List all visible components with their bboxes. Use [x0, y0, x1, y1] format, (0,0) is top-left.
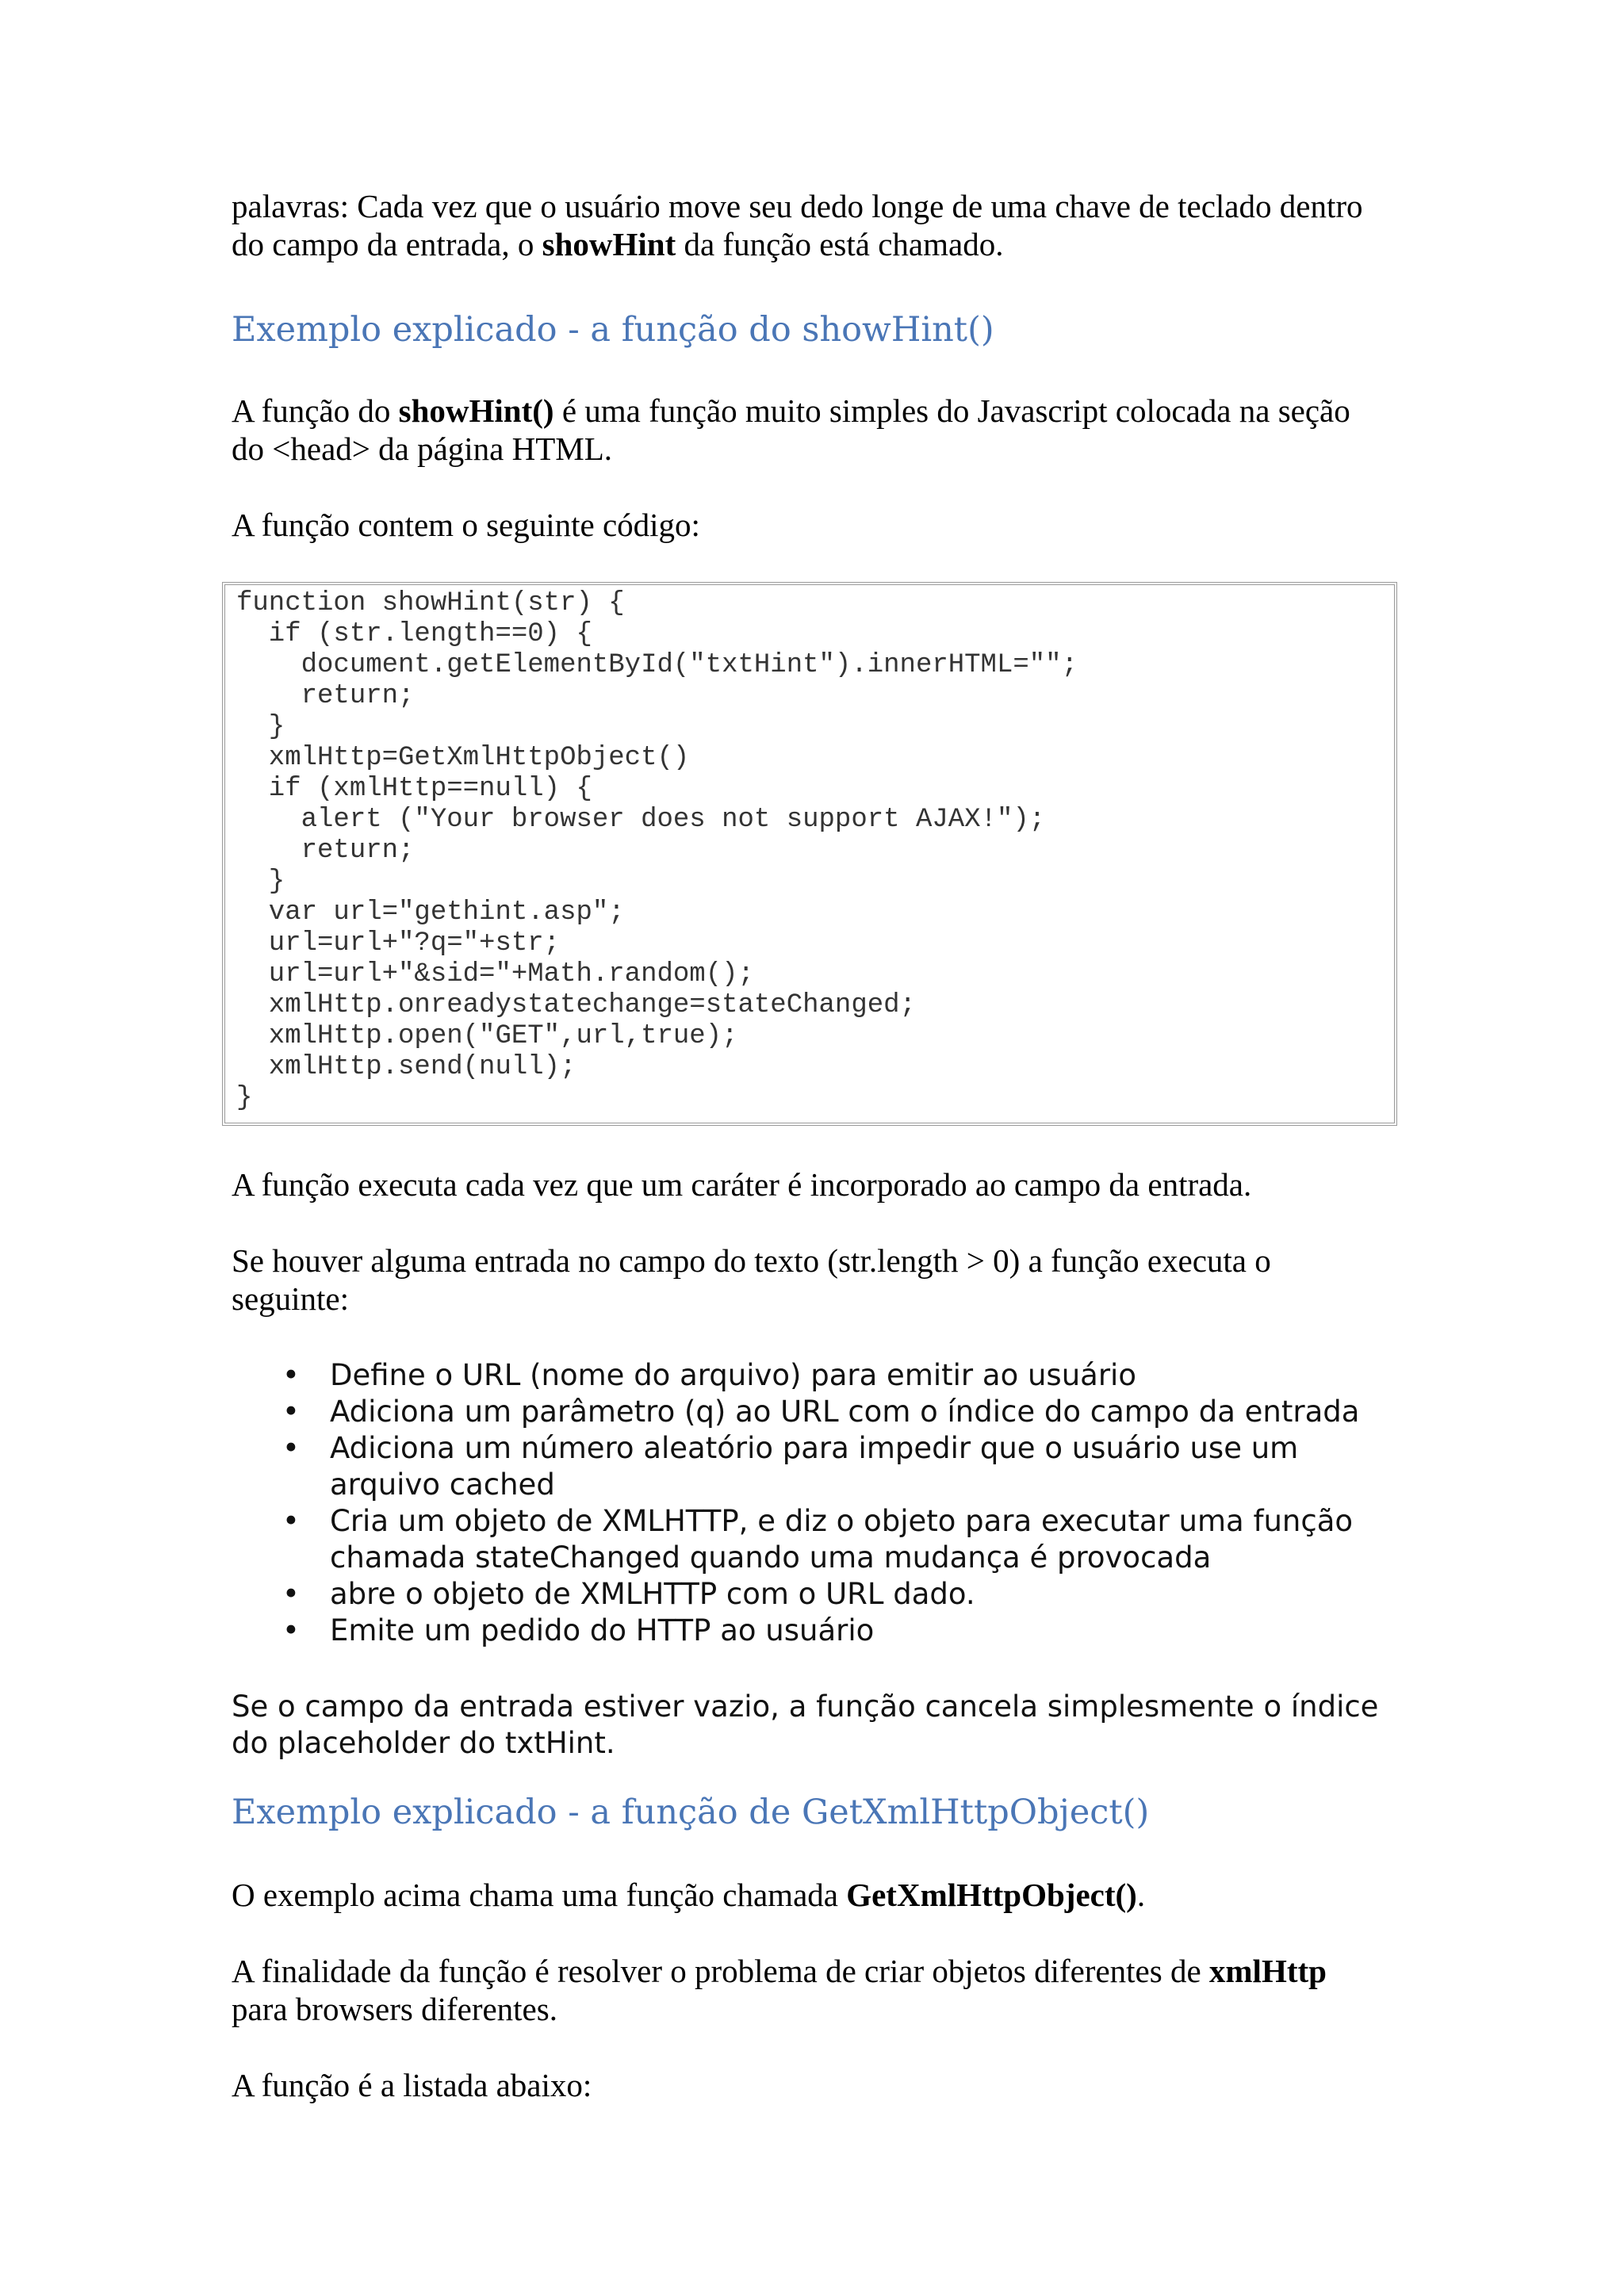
intro-paragraph	[232, 187, 1389, 263]
list-item	[232, 1613, 1405, 1649]
code-intro-paragraph: A função contem o seguinte código:	[232, 507, 700, 543]
getxmlhttpobject-paragraph	[232, 1876, 1389, 1914]
purpose-paragraph	[232, 1952, 1389, 2028]
steps-list	[232, 1357, 1405, 1649]
code-block	[222, 582, 1397, 1126]
bullet-icon: •	[282, 1504, 300, 1538]
bullet-icon: •	[282, 1577, 300, 1611]
p6-pre: O exemplo acima chama uma função chamada	[232, 1877, 847, 1913]
execution-paragraph: A função executa cada vez que um caráter é incorporado ao campo da entrada.	[232, 1166, 1252, 1203]
list-item-text: Adiciona um parâmetro (q) ao URL com o índice do campo da entrada	[330, 1395, 1360, 1429]
p1-post: é uma função muito simples do Javascript colocada na seção do <head> da página HTML.	[232, 392, 1350, 467]
p7-bold: xmlHttp	[1208, 1953, 1327, 1989]
list-item-text: Define o URL (nome do arquivo) para emitir ao usuário	[330, 1358, 1136, 1392]
p7-post: para browsers diferentes.	[232, 1991, 557, 2027]
list-item	[232, 1576, 1405, 1613]
list-item	[232, 1503, 1405, 1576]
list-item	[232, 1357, 1405, 1394]
code-listing: function showHint(str) { if (str.length==0) { document.getElementById("txtHint").innerHTML=""; return; } xmlHttp=GetXmlHttpObject() if (xmlHttp==null) { alert ("Your browser does not support AJAX!"); return; } var url="gethint.asp"; url=url+"?q="+str; url=url+"&sid="+Math.random(); xmlHttp.onreadystatechange=stateChanged; xmlHttp.open("GET",url,true); xmlHttp.send(null); }	[236, 588, 1078, 1113]
p1-bold: showHint()	[398, 392, 554, 429]
p1-pre: A função do	[232, 392, 399, 429]
bullet-icon: •	[282, 1358, 300, 1392]
list-item-text: Cria um objeto de XMLHTTP, e diz o objeto para executar uma função chamada stateChanged quando uma mudança é provocada	[330, 1504, 1354, 1575]
intro-line-2-pre: do campo da entrada, o	[232, 226, 542, 262]
empty-input-paragraph: Se o campo da entrada estiver vazio, a função cancela simplesmente o índice do placeholder do txtHint.	[232, 1689, 1379, 1760]
list-item-text: abre o objeto de XMLHTTP com o URL dado.	[330, 1577, 975, 1611]
intro-line-2-post: da função está chamado.	[676, 226, 1004, 262]
bullet-icon: •	[282, 1613, 300, 1647]
p6-bold: GetXmlHttpObject()	[846, 1877, 1137, 1913]
list-item-text: Emite um pedido do HTTP ao usuário	[330, 1613, 875, 1647]
condition-paragraph: Se houver alguma entrada no campo do texto (str.length > 0) a função executa o seguinte:	[232, 1242, 1271, 1317]
section-heading-showhint: Exemplo explicado - a função do showHint()	[232, 310, 994, 350]
showhint-description	[232, 392, 1389, 468]
showhint-bold: showHint	[542, 226, 676, 262]
list-item	[232, 1394, 1405, 1430]
listing-intro-paragraph: A função é a listada abaixo:	[232, 2067, 592, 2103]
list-item-text: Adiciona um número aleatório para impedir que o usuário use um arquivo cached	[330, 1431, 1299, 1502]
p7-pre: A finalidade da função é resolver o problema de criar objetos diferentes de	[232, 1953, 1209, 1989]
list-item	[232, 1430, 1405, 1503]
bullet-icon: •	[282, 1395, 300, 1429]
p6-post: .	[1136, 1877, 1146, 1913]
intro-line-1: palavras: Cada vez que o usuário move seu dedo longe de uma chave de teclado dentro	[232, 188, 1363, 224]
bullet-icon: •	[282, 1431, 300, 1465]
section-heading-getxmlhttpobject: Exemplo explicado - a função de GetXmlHttpObject()	[232, 1793, 1150, 1832]
